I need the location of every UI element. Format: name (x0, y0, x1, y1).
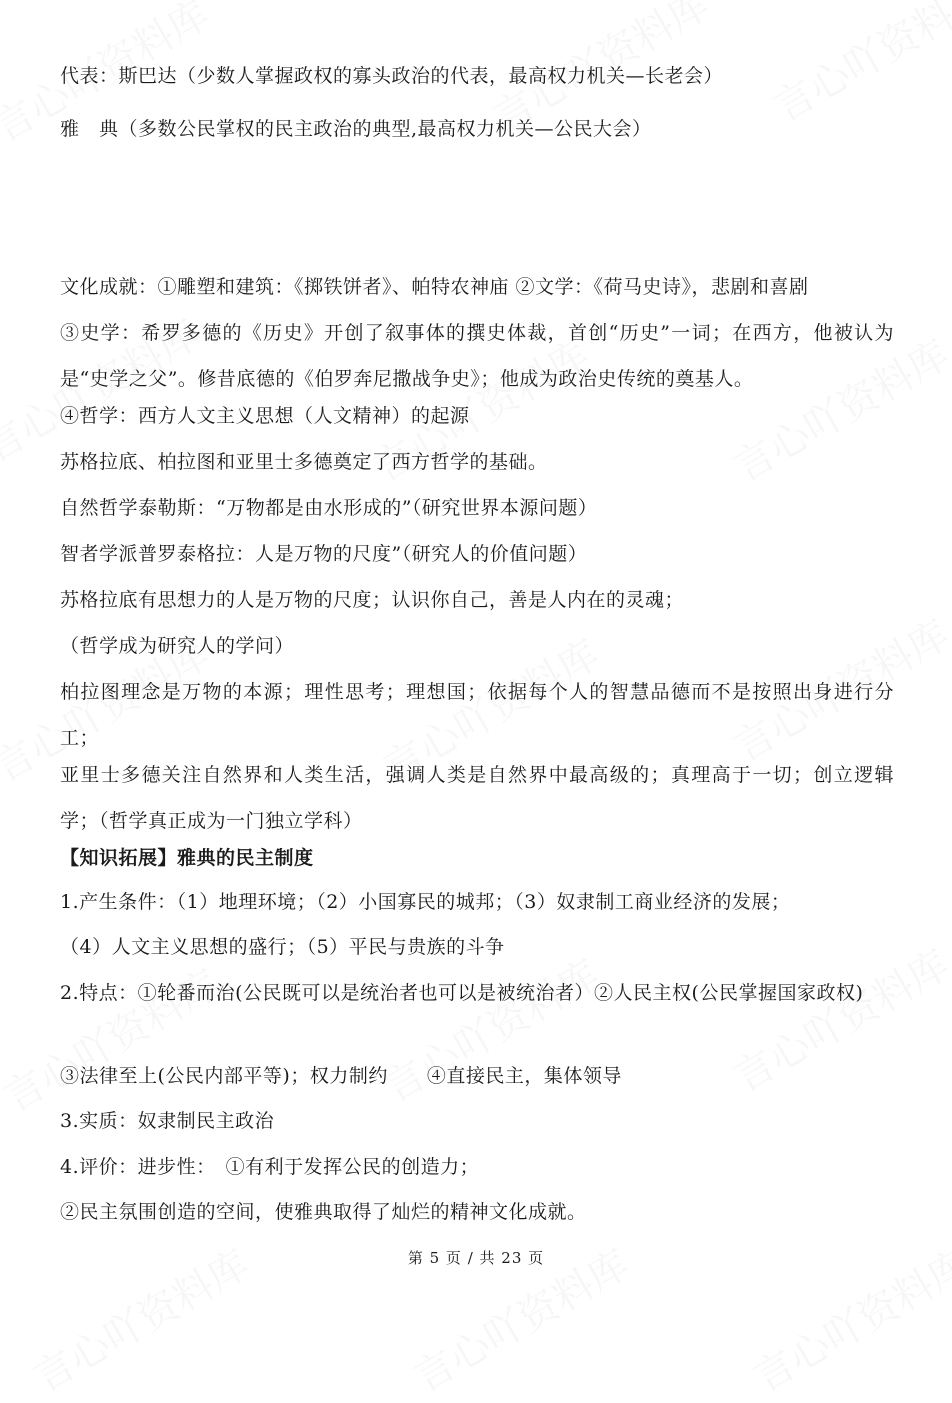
text-line: （哲学成为研究人的学问） (60, 635, 295, 657)
page-number: 第 5 页 / 共 23 页 (407, 1249, 545, 1267)
section-heading: 【知识拓展】雅典的民主制度 (60, 847, 314, 869)
text-line: 雅 典（多数公民掌权的民主政治的典型,最高权力机关—公民大会） (60, 118, 652, 140)
text-paragraph: ③史学：希罗多德的《历史》开创了叙事体的撰史体裁，首创“历史”一词；在西方，他被认为是“史学之父”。修昔底德的《伯罗奔尼撒战争史》；他成为政治史传统的奠基人。 (60, 322, 894, 390)
text-line: ③法律至上(公民内部平等)；权力制约 ④直接民主，集体领导 (60, 1065, 622, 1087)
text-paragraph: 2.特点：①轮番而治(公民既可以是统治者也可以是被统治者）②人民主权(公民掌握国家政权) (60, 982, 864, 1004)
text-line: 代表：斯巴达（少数人掌握政权的寡头政治的代表，最高权力机关—长老会） (60, 65, 724, 87)
text-paragraph: 亚里士多德关注自然界和人类生活，强调人类是自然界中最高级的；真理高于一切；创立逻辑学；（哲学真正成为一门独立学科） (60, 764, 894, 832)
text-line: 1.产生条件：（1）地理环境；（2）小国寡民的城邦；（3）奴隶制工商业经济的发展； (60, 891, 791, 913)
text-line: 苏格拉底、柏拉图和亚里士多德奠定了西方哲学的基础。 (60, 451, 548, 473)
text-line: 智者学派普罗泰格拉：人是万物的尺度”（研究人的价值问题） (60, 543, 588, 565)
text-line: 苏格拉底有思想力的人是万物的尺度；认识你自己，善是人内在的灵魂； (60, 589, 685, 611)
text-line: ④哲学：西方人文主义思想（人文精神）的起源 (60, 405, 470, 427)
text-line: 文化成就：①雕塑和建筑：《掷铁饼者》、帕特农神庙 ②文学：《荷马史诗》，悲剧和喜剧 (60, 276, 809, 298)
text-line: ②民主氛围创造的空间，使雅典取得了灿烂的精神文化成就。 (60, 1201, 587, 1223)
text-paragraph: 柏拉图理念是万物的本源；理性思考；理想国；依据每个人的智慧品德而不是按照出身进行分工； (60, 681, 894, 749)
text-line: 自然哲学泰勒斯：“万物都是由水形成的”（研究世界本源问题） (60, 497, 598, 519)
text-line: （4）人文主义思想的盛行；（5）平民与贵族的斗争 (60, 936, 505, 958)
text-line: 3.实质：奴隶制民主政治 (60, 1110, 275, 1132)
text-line: 4.评价：进步性： ①有利于发挥公民的创造力； (60, 1156, 480, 1178)
